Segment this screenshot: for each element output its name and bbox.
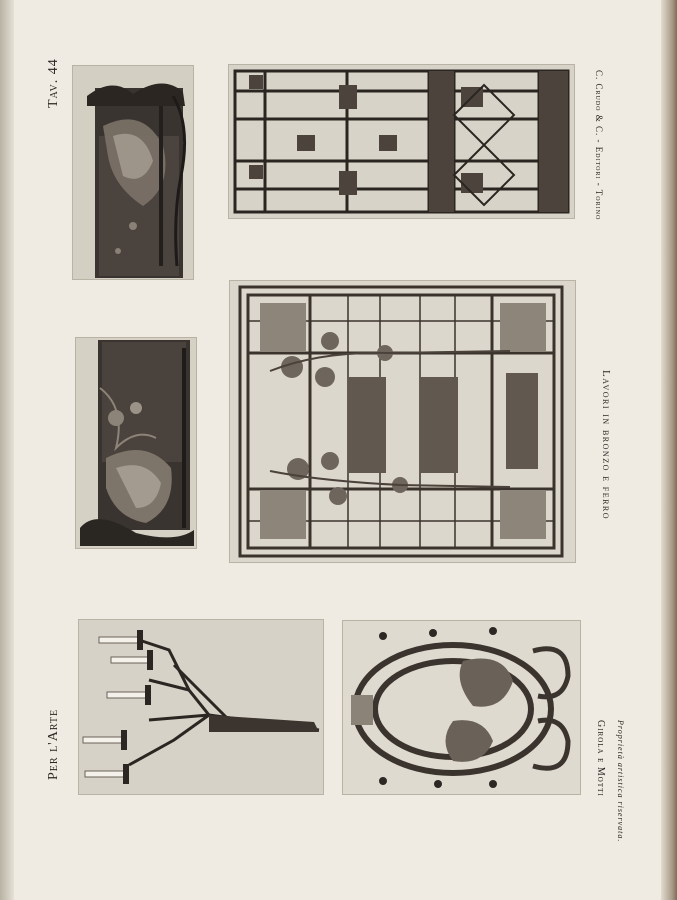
- photo-gate-grille: [229, 65, 574, 218]
- photo-panel-top-left: [73, 66, 193, 279]
- authors-credit: Girola e Motti: [595, 720, 606, 797]
- photo-mirror-frame: [343, 621, 580, 794]
- page-gutter: [0, 0, 14, 900]
- section-title: Lavori in bronzo e ferro: [600, 370, 612, 521]
- panel-illustration: [73, 66, 193, 279]
- publisher-credit: C. Crudo & C. - Editori - Torino: [594, 70, 604, 221]
- page-edge: [661, 0, 677, 900]
- candelabra-illustration: [79, 620, 323, 794]
- journal-title: Per l'Arte: [46, 708, 61, 780]
- photo-flower-grille: [230, 281, 575, 562]
- plate-number: Tav. 44: [46, 58, 61, 108]
- photo-candelabra: [79, 620, 323, 794]
- grille-illustration: [229, 65, 574, 218]
- photo-panel-middle-left: [76, 338, 196, 548]
- rights-notice: Proprietà artistica riservata.: [616, 720, 625, 843]
- grille-illustration: [230, 281, 575, 562]
- frame-illustration: [343, 621, 580, 794]
- panel-illustration: [76, 338, 196, 548]
